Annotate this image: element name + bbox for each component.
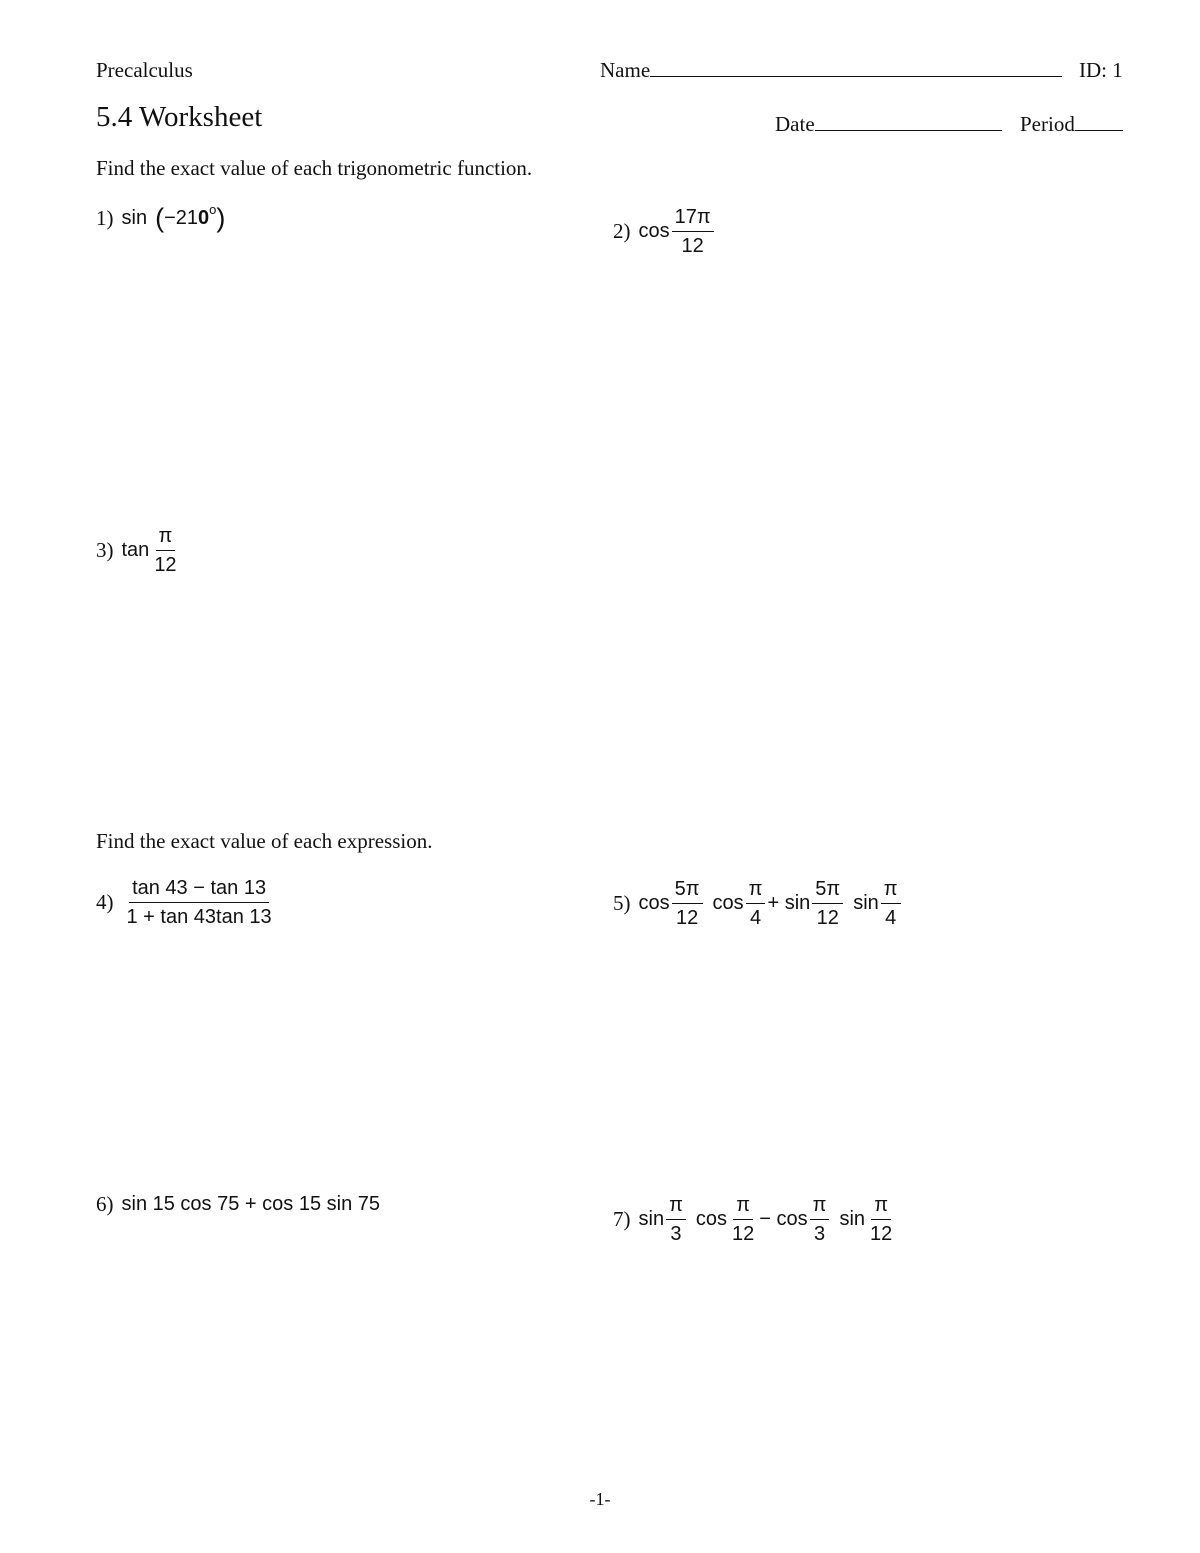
degree-symbol: o — [209, 202, 217, 217]
denominator: 12 — [816, 907, 839, 929]
func: sin — [121, 207, 148, 229]
section-1-instruction: Find the exact value of each trigonometric function. — [96, 156, 533, 180]
func: cos — [638, 892, 670, 914]
func: sin — [853, 892, 879, 914]
numerator: π — [881, 877, 901, 904]
date-blank[interactable] — [815, 130, 1002, 131]
open-paren: ( — [155, 203, 165, 233]
func: cos — [712, 892, 744, 914]
period-label: Period — [1020, 112, 1075, 136]
numerator: π — [871, 1193, 891, 1220]
denominator: 4 — [885, 907, 897, 929]
problem-2 — [613, 205, 716, 258]
page-number: -1- — [589, 1489, 611, 1509]
problem-5 — [613, 877, 903, 930]
denominator: 12 — [870, 1223, 893, 1245]
numerator: π — [810, 1193, 830, 1220]
problem-number: 3) — [96, 538, 114, 562]
problem-number: 4) — [96, 890, 114, 914]
problem-4 — [96, 876, 277, 929]
numerator: π — [666, 1193, 686, 1220]
numerator: π — [733, 1193, 753, 1220]
func: cos — [695, 1208, 728, 1230]
numerator: 5π — [812, 877, 843, 904]
denominator: 12 — [681, 235, 704, 257]
denominator: 3 — [813, 1223, 826, 1245]
id-label: ID: 1 — [1079, 58, 1123, 82]
problem-1 — [96, 203, 225, 234]
func: tan — [121, 539, 150, 561]
section-2-instruction: Find the exact value of each expression. — [96, 829, 433, 853]
denominator: 12 — [154, 554, 177, 576]
fraction — [812, 877, 843, 930]
name-label: Name — [600, 58, 651, 82]
problem-6 — [96, 1192, 380, 1217]
name-field[interactable] — [600, 58, 1062, 83]
name-blank[interactable] — [650, 76, 1062, 77]
page-title: 5.4 Worksheet — [96, 101, 263, 133]
denominator: 12 — [732, 1223, 755, 1245]
fraction — [729, 1193, 757, 1246]
denominator: 3 — [670, 1223, 682, 1245]
func: cos — [638, 220, 670, 242]
numerator: π — [746, 877, 766, 904]
denominator: 4 — [750, 907, 762, 929]
course-name: Precalculus — [96, 58, 193, 82]
problem-number: 6) — [96, 1192, 114, 1216]
fraction — [124, 876, 275, 929]
operator: + sin — [767, 892, 811, 914]
denominator: 1 + tan 43tan 13 — [126, 906, 272, 928]
fraction — [672, 877, 703, 930]
problem-number: 1) — [96, 206, 114, 230]
sign: − — [164, 207, 176, 229]
fraction — [151, 524, 179, 577]
numerator: π — [156, 524, 176, 551]
denominator: 12 — [675, 907, 699, 929]
fraction — [810, 1193, 830, 1246]
problem-7 — [613, 1193, 897, 1246]
angle-value-bold: 0 — [198, 207, 210, 229]
problem-3 — [96, 524, 182, 577]
date-label: Date — [775, 112, 815, 136]
close-paren: ) — [216, 203, 226, 233]
numerator: tan 43 − tan 13 — [129, 876, 269, 903]
problem-number: 2) — [613, 219, 631, 243]
period-field[interactable] — [1020, 112, 1123, 137]
fraction — [672, 205, 714, 258]
fraction — [867, 1193, 895, 1246]
func: sin — [638, 1208, 665, 1230]
numerator: 5π — [672, 877, 703, 904]
fraction — [881, 877, 901, 930]
expression: sin 15 cos 75 + cos 15 sin 75 — [121, 1193, 380, 1215]
period-blank[interactable] — [1075, 130, 1123, 131]
angle-value: 21 — [175, 207, 199, 229]
fraction — [746, 877, 766, 930]
operator: − cos — [759, 1208, 808, 1230]
func: sin — [839, 1208, 866, 1230]
problem-number: 7) — [613, 1207, 631, 1231]
numerator: 17π — [672, 205, 714, 232]
fraction — [666, 1193, 686, 1246]
date-field[interactable] — [775, 112, 1002, 137]
problem-number: 5) — [613, 891, 631, 915]
